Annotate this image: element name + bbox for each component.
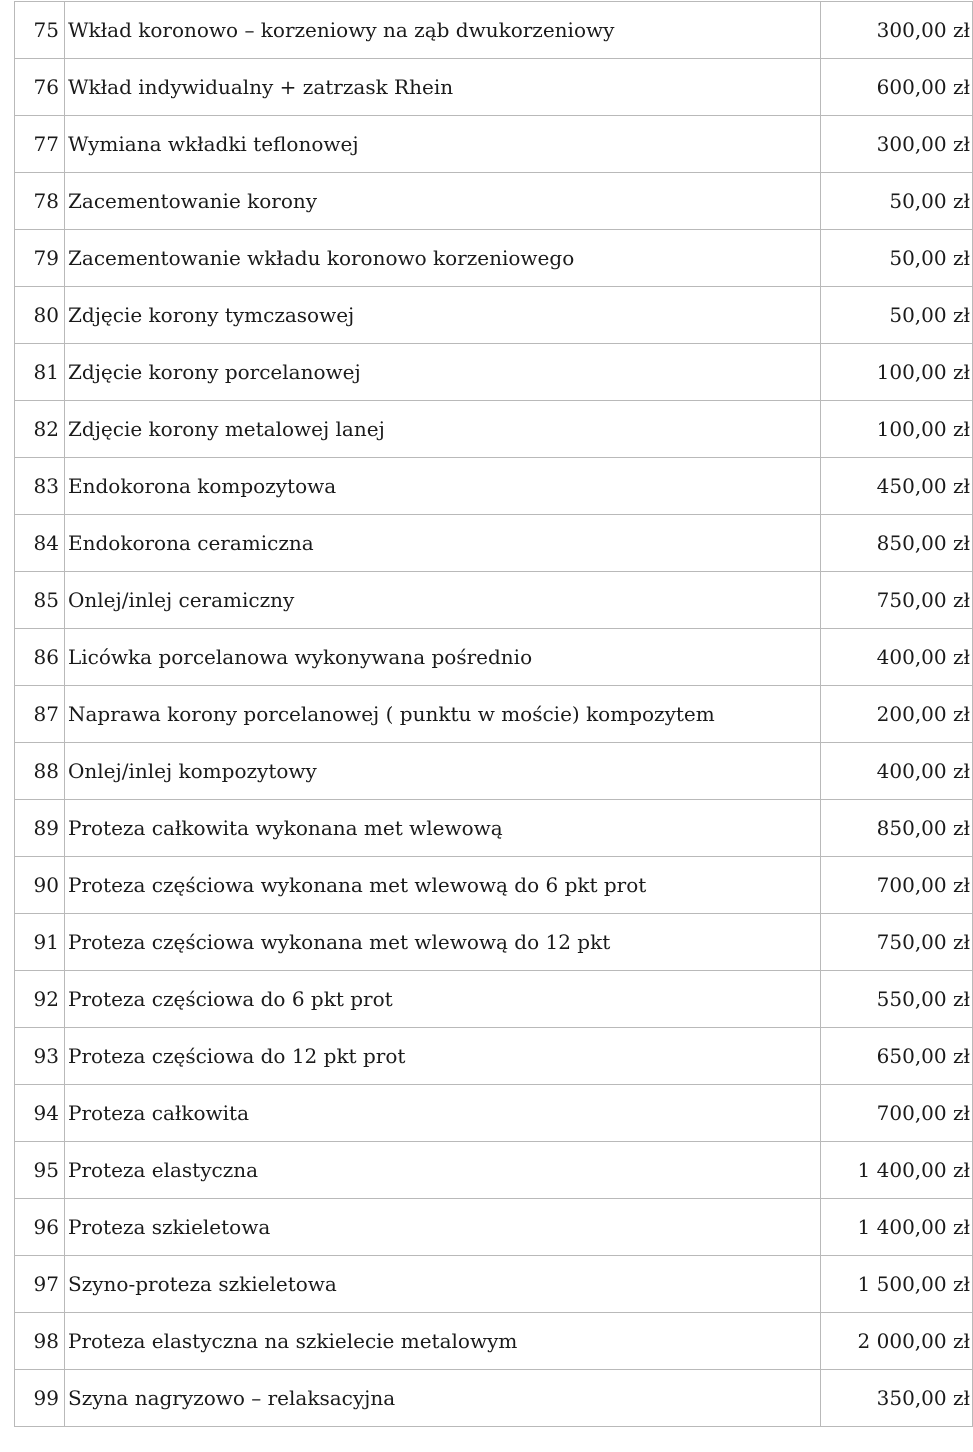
service-price: 550,00 zł bbox=[821, 971, 973, 1028]
service-price: 2 000,00 zł bbox=[821, 1313, 973, 1370]
item-number: 84 bbox=[15, 515, 65, 572]
service-price: 200,00 zł bbox=[821, 686, 973, 743]
service-name: Proteza elastyczna na szkielecie metalowym bbox=[65, 1313, 821, 1370]
service-price: 100,00 zł bbox=[821, 344, 973, 401]
service-price: 850,00 zł bbox=[821, 800, 973, 857]
table-row bbox=[15, 1256, 973, 1313]
service-price: 300,00 zł bbox=[821, 116, 973, 173]
service-price: 1 400,00 zł bbox=[821, 1199, 973, 1256]
item-number: 92 bbox=[15, 971, 65, 1028]
service-name: Proteza częściowa do 12 pkt prot bbox=[65, 1028, 821, 1085]
item-number: 83 bbox=[15, 458, 65, 515]
table-row bbox=[15, 800, 973, 857]
service-name: Szyno-proteza szkieletowa bbox=[65, 1256, 821, 1313]
service-price: 50,00 zł bbox=[821, 287, 973, 344]
service-name: Onlej/inlej ceramiczny bbox=[65, 572, 821, 629]
service-name: Endokorona kompozytowa bbox=[65, 458, 821, 515]
service-name: Onlej/inlej kompozytowy bbox=[65, 743, 821, 800]
table-row bbox=[15, 287, 973, 344]
service-name: Wkład koronowo – korzeniowy na ząb dwukorzeniowy bbox=[65, 2, 821, 59]
service-name: Zdjęcie korony porcelanowej bbox=[65, 344, 821, 401]
service-name: Zacementowanie wkładu koronowo korzeniowego bbox=[65, 230, 821, 287]
item-number: 86 bbox=[15, 629, 65, 686]
item-number: 77 bbox=[15, 116, 65, 173]
service-price: 650,00 zł bbox=[821, 1028, 973, 1085]
item-number: 99 bbox=[15, 1370, 65, 1427]
service-name: Wkład indywidualny + zatrzask Rhein bbox=[65, 59, 821, 116]
item-number: 89 bbox=[15, 800, 65, 857]
item-number: 75 bbox=[15, 2, 65, 59]
table-row bbox=[15, 1313, 973, 1370]
service-name: Endokorona ceramiczna bbox=[65, 515, 821, 572]
service-price: 1 500,00 zł bbox=[821, 1256, 973, 1313]
item-number: 79 bbox=[15, 230, 65, 287]
service-price: 850,00 zł bbox=[821, 515, 973, 572]
service-price: 450,00 zł bbox=[821, 458, 973, 515]
table-row bbox=[15, 1199, 973, 1256]
table-row bbox=[15, 401, 973, 458]
table-row bbox=[15, 59, 973, 116]
item-number: 87 bbox=[15, 686, 65, 743]
item-number: 90 bbox=[15, 857, 65, 914]
service-name: Zacementowanie korony bbox=[65, 173, 821, 230]
service-name: Szyna nagryzowo – relaksacyjna bbox=[65, 1370, 821, 1427]
service-name: Proteza częściowa wykonana met wlewową do 12 pkt bbox=[65, 914, 821, 971]
service-name: Proteza szkieletowa bbox=[65, 1199, 821, 1256]
table-row bbox=[15, 1142, 973, 1199]
table-row bbox=[15, 857, 973, 914]
table-row bbox=[15, 344, 973, 401]
item-number: 88 bbox=[15, 743, 65, 800]
table-row bbox=[15, 230, 973, 287]
item-number: 85 bbox=[15, 572, 65, 629]
table-row bbox=[15, 686, 973, 743]
item-number: 93 bbox=[15, 1028, 65, 1085]
item-number: 78 bbox=[15, 173, 65, 230]
service-name: Proteza całkowita wykonana met wlewową bbox=[65, 800, 821, 857]
table-row bbox=[15, 1370, 973, 1427]
table-row bbox=[15, 914, 973, 971]
table-row bbox=[15, 2, 973, 59]
table-row bbox=[15, 629, 973, 686]
table-row bbox=[15, 971, 973, 1028]
item-number: 81 bbox=[15, 344, 65, 401]
table-row bbox=[15, 572, 973, 629]
service-price: 50,00 zł bbox=[821, 230, 973, 287]
price-list-table bbox=[14, 1, 973, 1427]
service-price: 750,00 zł bbox=[821, 572, 973, 629]
service-price: 1 400,00 zł bbox=[821, 1142, 973, 1199]
service-name: Wymiana wkładki teflonowej bbox=[65, 116, 821, 173]
item-number: 98 bbox=[15, 1313, 65, 1370]
service-price: 50,00 zł bbox=[821, 173, 973, 230]
service-price: 600,00 zł bbox=[821, 59, 973, 116]
service-price: 750,00 zł bbox=[821, 914, 973, 971]
service-price: 700,00 zł bbox=[821, 1085, 973, 1142]
item-number: 76 bbox=[15, 59, 65, 116]
service-name: Licówka porcelanowa wykonywana pośrednio bbox=[65, 629, 821, 686]
service-name: Proteza częściowa do 6 pkt prot bbox=[65, 971, 821, 1028]
item-number: 91 bbox=[15, 914, 65, 971]
service-name: Proteza elastyczna bbox=[65, 1142, 821, 1199]
service-price: 700,00 zł bbox=[821, 857, 973, 914]
item-number: 82 bbox=[15, 401, 65, 458]
item-number: 80 bbox=[15, 287, 65, 344]
item-number: 95 bbox=[15, 1142, 65, 1199]
service-name: Naprawa korony porcelanowej ( punktu w moście) kompozytem bbox=[65, 686, 821, 743]
table-row bbox=[15, 1028, 973, 1085]
table-row bbox=[15, 515, 973, 572]
service-name: Proteza całkowita bbox=[65, 1085, 821, 1142]
service-price: 350,00 zł bbox=[821, 1370, 973, 1427]
service-price: 100,00 zł bbox=[821, 401, 973, 458]
table-row bbox=[15, 1085, 973, 1142]
table-row bbox=[15, 743, 973, 800]
item-number: 94 bbox=[15, 1085, 65, 1142]
price-list-body bbox=[15, 2, 973, 1427]
service-name: Zdjęcie korony metalowej lanej bbox=[65, 401, 821, 458]
service-price: 300,00 zł bbox=[821, 2, 973, 59]
item-number: 97 bbox=[15, 1256, 65, 1313]
table-row bbox=[15, 458, 973, 515]
table-row bbox=[15, 173, 973, 230]
service-name: Proteza częściowa wykonana met wlewową do 6 pkt prot bbox=[65, 857, 821, 914]
service-price: 400,00 zł bbox=[821, 743, 973, 800]
service-price: 400,00 zł bbox=[821, 629, 973, 686]
item-number: 96 bbox=[15, 1199, 65, 1256]
table-row bbox=[15, 116, 973, 173]
service-name: Zdjęcie korony tymczasowej bbox=[65, 287, 821, 344]
